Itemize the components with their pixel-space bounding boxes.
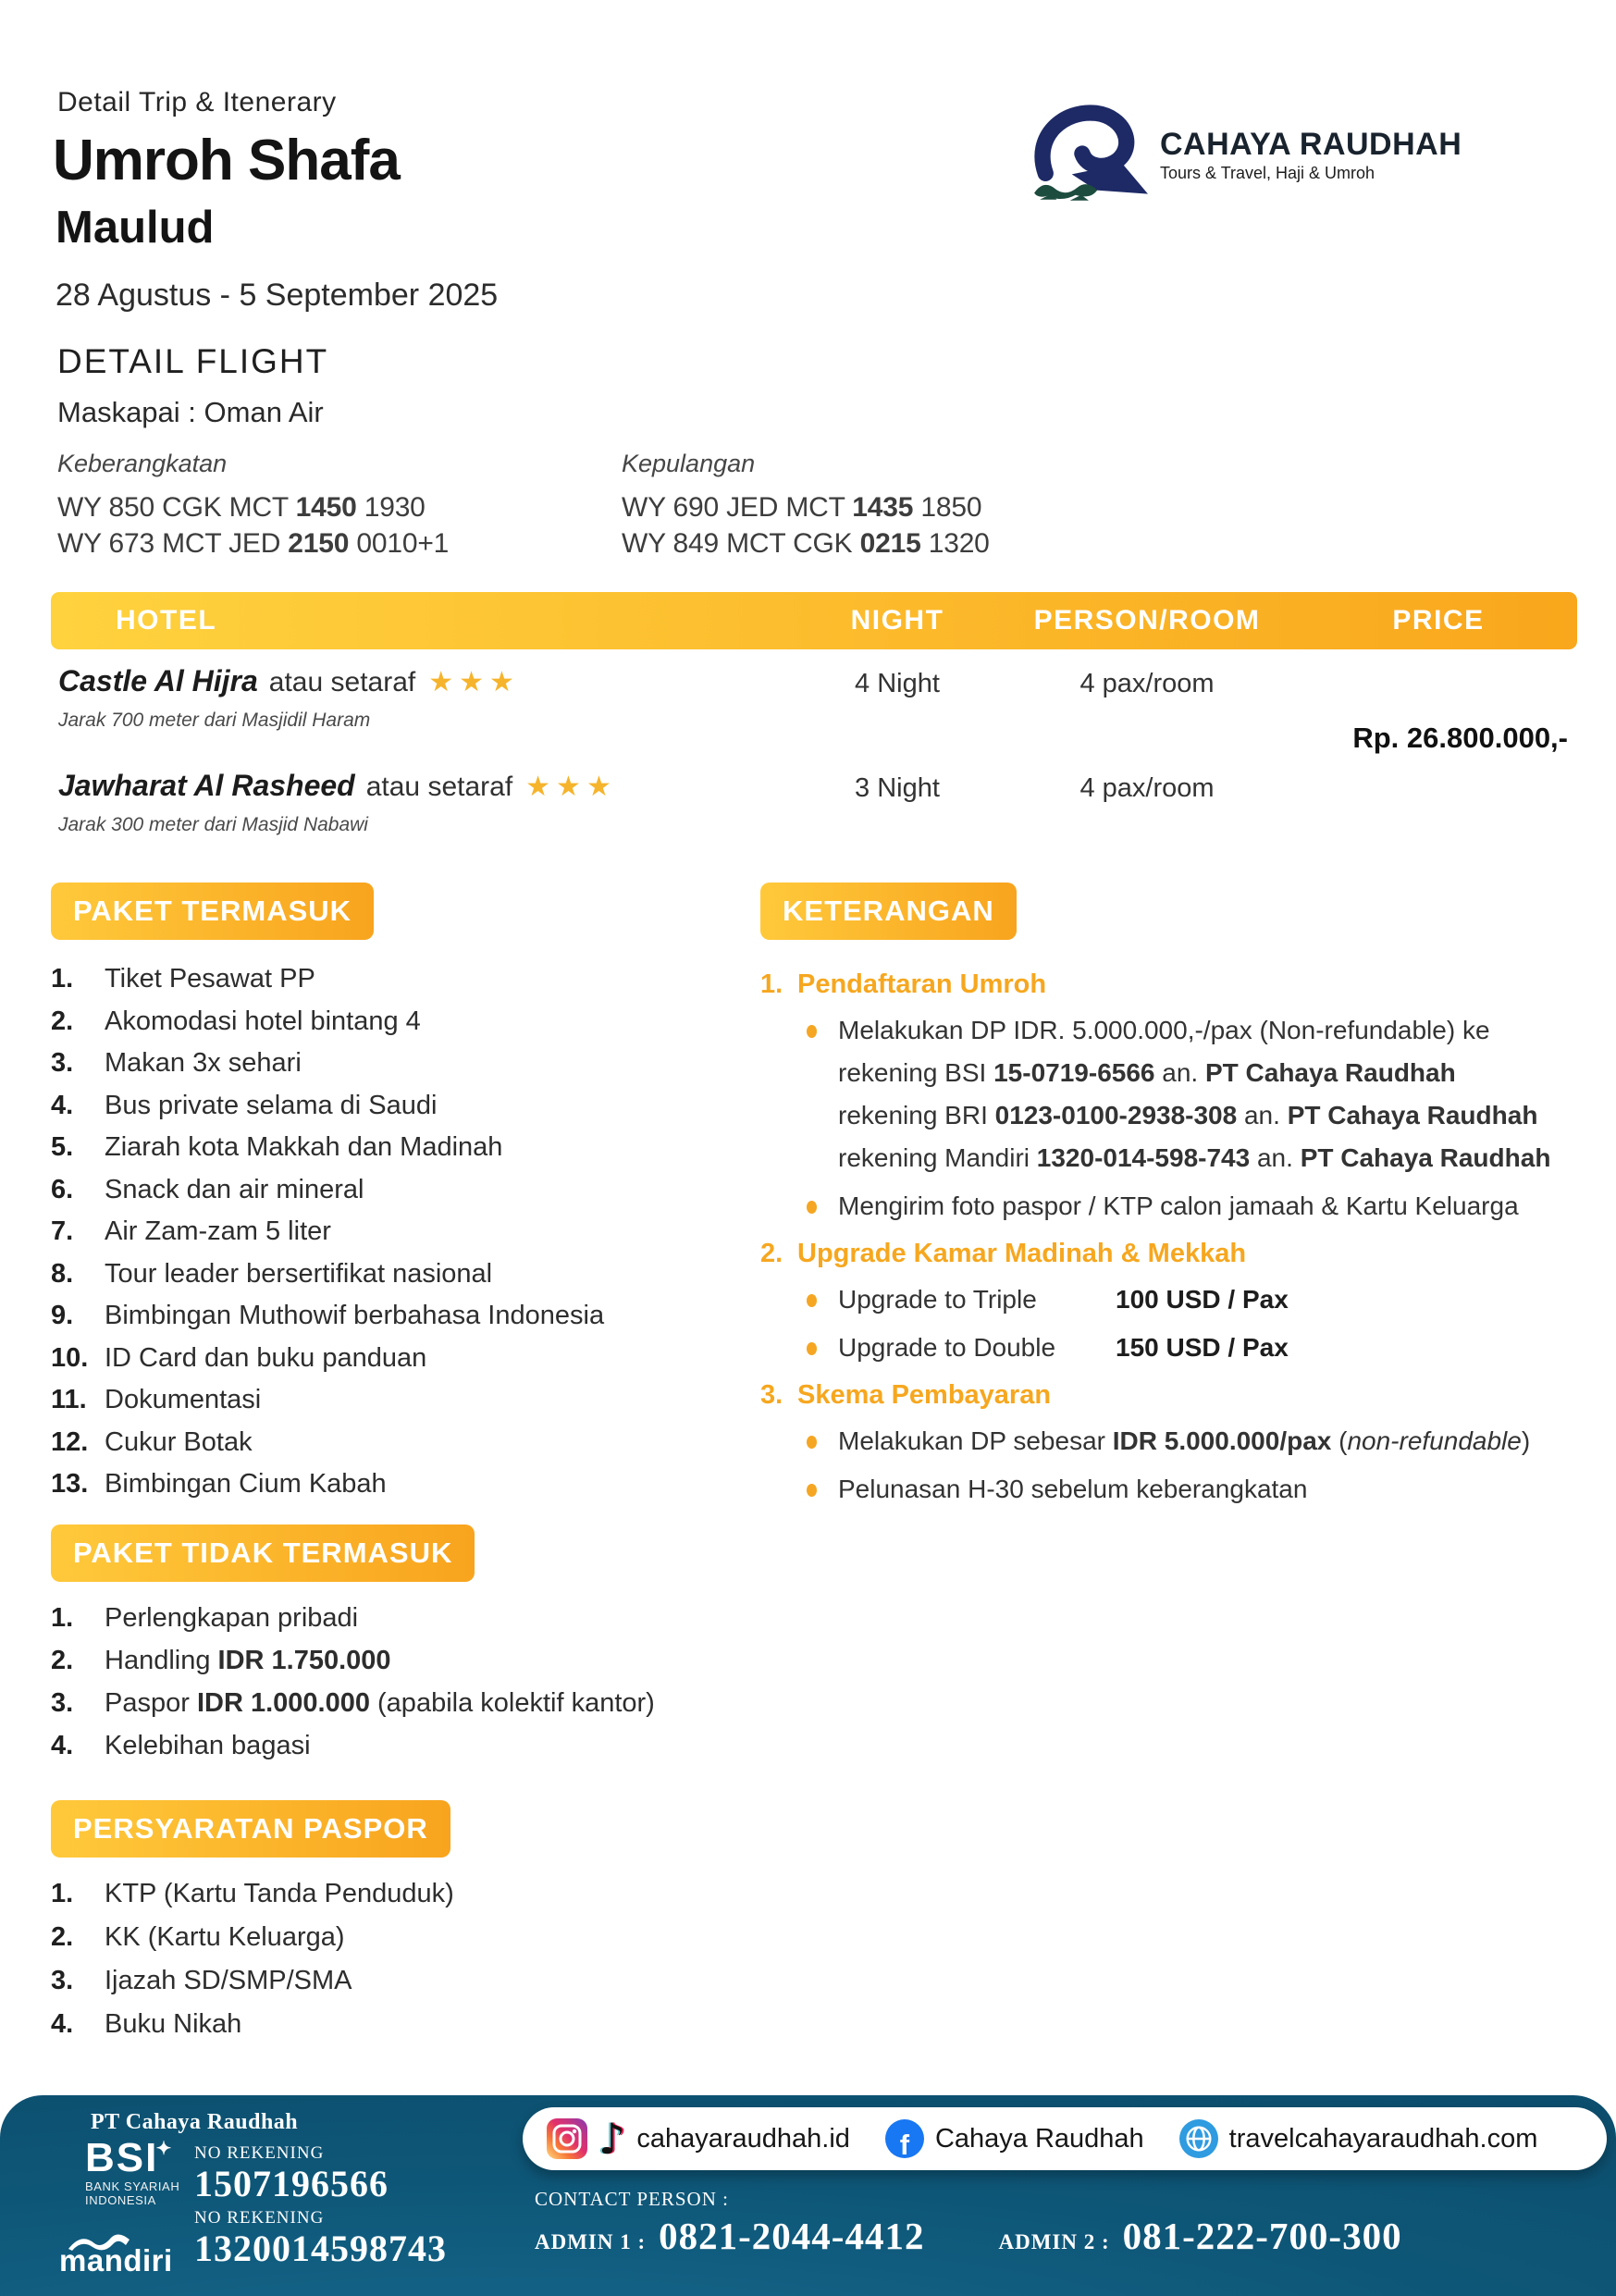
excluded-section-badge: PAKET TIDAK TERMASUK <box>51 1524 475 1582</box>
return-rows <box>622 489 1140 562</box>
globe-icon <box>1179 2119 1218 2158</box>
keterangan-content <box>760 969 1597 1522</box>
flight-row: WY 849 MCT CGK 0215 1320 <box>622 528 990 559</box>
admin-contact <box>535 2214 924 2258</box>
hotel-star-rating: ★★★ <box>525 772 617 802</box>
facebook-icon: f <box>885 2119 924 2158</box>
instagram-handle: cahayaraudhah.id <box>636 2123 850 2154</box>
included-section-badge: PAKET TERMASUK <box>51 883 374 940</box>
bullet-item: Melakukan DP IDR. 5.000.000,-/pax (Non-refundable) ke rekening BSI 15-0719-6566 an. PT Cahaya Raudhah rekening BRI 0123-0100-2938-308 an. PT Cahaya Raudhah rekening Mandiri 1320-014-598-743 an. PT Cahaya Raudhah <box>760 1009 1597 1179</box>
group-heading: 3. Skema Pembayaran <box>760 1380 1052 1410</box>
account-label: NO REKENING <box>194 2208 325 2228</box>
upgrade-options <box>760 1278 1597 1369</box>
hotel-table-header <box>51 592 1577 649</box>
included-item: Akomodasi hotel bintang 4 <box>105 1006 421 1036</box>
hotel-table-body <box>51 664 1577 873</box>
admin-contacts <box>535 2214 1402 2258</box>
excluded-item: Perlengkapan pribadi <box>105 1603 359 1633</box>
keterangan-group-3 <box>760 1380 1597 1511</box>
logo-r-swoosh-icon <box>1029 102 1151 208</box>
included-item: Bimbingan Cium Kabah <box>105 1469 387 1499</box>
return-flights <box>622 450 1140 562</box>
included-item: Cukur Botak <box>105 1426 253 1457</box>
bsi-account <box>194 2143 389 2204</box>
bsi-subtitle: BANK SYARIAH INDONESIA <box>85 2179 180 2207</box>
hotel-distance: Jarak 700 meter dari Masjidil Haram <box>58 710 371 731</box>
brand-name: CAHAYA RAUDHAH <box>1160 126 1462 162</box>
keterangan-group-1 <box>760 969 1597 1228</box>
social-media-bar <box>523 2107 1607 2170</box>
date-range: 28 Agustus - 5 September 2025 <box>56 278 499 313</box>
admin-label: ADMIN 1 : <box>535 2230 647 2253</box>
included-item: Air Zam-zam 5 liter <box>105 1216 331 1246</box>
hotel-alt-label: atau setaraf <box>365 772 513 802</box>
col-person-room: PERSON/ROOM <box>1033 605 1261 636</box>
upgrade-item: Upgrade to Triple 100 USD / Pax <box>760 1278 1597 1321</box>
footer-company-name: PT Cahaya Raudhah <box>91 2110 299 2134</box>
included-item: Dokumentasi <box>105 1385 262 1414</box>
bsi-star-icon: ✦ <box>155 2139 174 2159</box>
instagram-icon <box>547 2118 587 2159</box>
included-item: ID Card dan buku panduan <box>105 1342 427 1373</box>
passport-item: Buku Nikah <box>105 2009 242 2039</box>
admin-label: ADMIN 2 : <box>998 2230 1110 2253</box>
mandiri-bank-logo: mandiri <box>59 2230 173 2275</box>
included-item: Bimbingan Muthowif berbahasa Indonesia <box>105 1301 605 1330</box>
account-label: NO REKENING <box>194 2143 325 2163</box>
website-url: travelcahayaraudhah.com <box>1228 2123 1538 2154</box>
hotel-name: Jawharat Al Rasheed <box>58 769 355 802</box>
bsi-bank-logo: BSI ✦ BANK SYARIAH INDONESIA <box>85 2138 179 2207</box>
passport-section-badge: PERSYARATAN PASPOR <box>51 1800 450 1858</box>
footer-panel <box>0 2095 1616 2296</box>
excluded-item: Handling IDR 1.750.000 <box>105 1646 391 1675</box>
group-heading: 2. Upgrade Kamar Madinah & Mekkah <box>760 1239 1247 1268</box>
excluded-list <box>51 1597 735 1767</box>
bullet-item: Pelunasan H-30 sebelum keberangkatan <box>760 1468 1597 1511</box>
admin-phone-number: 081-222-700-300 <box>1122 2215 1402 2257</box>
group-bullets <box>760 1009 1597 1228</box>
included-item: Ziarah kota Makkah dan Madinah <box>105 1132 503 1162</box>
hotel-nights: 4 Night <box>855 669 940 698</box>
excluded-item: Kelebihan bagasi <box>105 1731 311 1760</box>
included-item: Tour leader bersertifikat nasional <box>105 1258 493 1289</box>
tiktok-icon: ♪ <box>598 2114 626 2164</box>
bsi-account-number: 1507196566 <box>194 2163 389 2204</box>
page-title: Umroh Shafa <box>53 129 400 192</box>
keterangan-group-2 <box>760 1239 1597 1369</box>
col-night: NIGHT <box>850 605 944 636</box>
bullet-item: Melakukan DP sebesar IDR 5.000.000/pax (non-refundable) <box>760 1420 1597 1463</box>
package-price: Rp. 26.800.000,- <box>1352 722 1568 754</box>
hotel-alt-label: atau setaraf <box>268 667 416 697</box>
passport-item: Ijazah SD/SMP/SMA <box>105 1966 352 1995</box>
hotel-pax: 4 pax/room <box>1079 773 1215 803</box>
hotel-star-rating: ★★★ <box>428 667 520 697</box>
page-subtitle: Maulud <box>56 203 215 253</box>
departure-flights <box>57 450 575 562</box>
flight-row: WY 850 CGK MCT 1450 1930 <box>57 492 426 523</box>
bullet-item: Mengirim foto paspor / KTP calon jamaah & Kartu Keluarga <box>760 1185 1597 1228</box>
included-item: Snack dan air mineral <box>105 1174 364 1204</box>
hotel-nights: 3 Night <box>855 773 940 803</box>
admin-contact <box>998 2214 1401 2258</box>
passport-item: KK (Kartu Keluarga) <box>105 1922 345 1952</box>
hotel-row <box>51 769 1577 836</box>
passport-item: KTP (Kartu Tanda Penduduk) <box>105 1879 454 1908</box>
departure-rows <box>57 489 575 562</box>
mandiri-account <box>194 2208 447 2269</box>
hotel-distance: Jarak 300 meter dari Masjid Nabawi <box>58 814 368 835</box>
included-item: Makan 3x sehari <box>105 1048 302 1078</box>
group-heading: 1. Pendaftaran Umroh <box>760 969 1047 999</box>
excluded-item: Paspor IDR 1.000.000 (apabila kolektif kantor) <box>105 1688 655 1718</box>
group-bullets <box>760 1420 1597 1511</box>
hotel-name: Castle Al Hijra <box>58 664 258 697</box>
upgrade-item: Upgrade to Double 150 USD / Pax <box>760 1327 1597 1369</box>
hotel-pax: 4 pax/room <box>1079 669 1215 698</box>
admin-phone-number: 0821-2044-4412 <box>659 2215 925 2257</box>
company-logo <box>1029 102 1462 208</box>
eyebrow-label: Detail Trip & Itenerary <box>57 87 337 117</box>
col-price: PRICE <box>1392 605 1485 636</box>
included-list <box>51 958 717 1506</box>
col-hotel: HOTEL <box>116 605 217 636</box>
flight-row: WY 673 MCT JED 2150 0010+1 <box>57 528 450 559</box>
mandiri-account-number: 1320014598743 <box>194 2228 447 2269</box>
departure-label: Keberangkatan <box>57 450 228 477</box>
keterangan-section-badge: KETERANGAN <box>760 883 1017 940</box>
airline-label: Maskapai : Oman Air <box>57 396 324 428</box>
facebook-handle: Cahaya Raudhah <box>934 2123 1144 2154</box>
flight-row: WY 690 JED MCT 1435 1850 <box>622 492 982 523</box>
included-item: Bus private selama di Saudi <box>105 1090 438 1120</box>
brand-tagline: Tours & Travel, Haji & Umroh <box>1160 163 1375 182</box>
return-label: Kepulangan <box>622 450 756 477</box>
contact-person-label: CONTACT PERSON : <box>535 2188 729 2210</box>
included-item: Tiket Pesawat PP <box>105 964 315 994</box>
flight-section-heading: DETAIL FLIGHT <box>57 342 329 380</box>
passport-list <box>51 1872 698 2046</box>
